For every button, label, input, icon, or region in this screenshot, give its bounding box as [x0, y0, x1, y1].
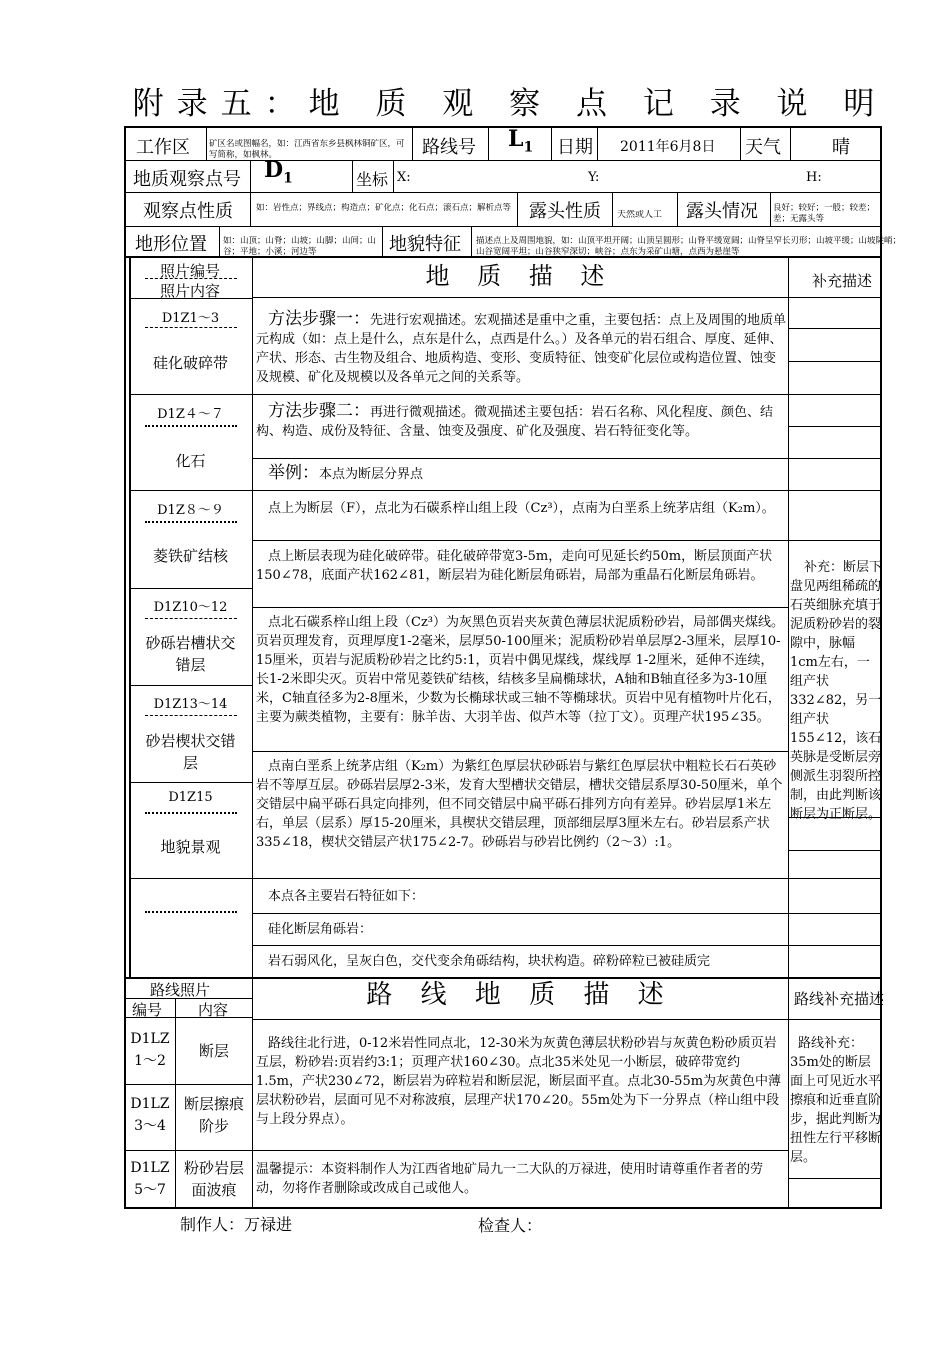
cell-divider [790, 127, 791, 161]
photo-no-label: 照片编号 [160, 262, 221, 280]
cell-divider [677, 193, 678, 226]
dashed-separator [145, 327, 237, 328]
maker-label: 制作人： [180, 1215, 245, 1234]
step-one-text: 先进行宏观描述。宏观描述是重中之重，主要包括：点上及周围的地质单元构成（如：点上是什么，点东是什么，点西是什么。）及各单元的岩石组合、厚度、延伸、产状、形态、古生物及组合、地质构造、变形、变质特征、蚀变矿化层位或构造位置、蚀变及规模、矿化及规模以及各单元之间的关系等。 [256, 313, 787, 385]
cell-divider [551, 127, 552, 161]
cell-divider [488, 127, 489, 161]
page-title: 附录五：地 质 观 察 点 记 录 说 明 [132, 86, 888, 122]
text-divider [252, 490, 788, 491]
geology-section-title: 地 质 描 述 [425, 262, 615, 290]
route-header-divider [788, 1019, 882, 1020]
supp-divider [788, 878, 882, 879]
route-photo-id: D1LZ 1～2 [130, 1031, 170, 1069]
cell-divider [382, 227, 383, 256]
photo-group-divider [129, 588, 252, 589]
dotted-separator [145, 425, 237, 427]
photo-group-divider [129, 394, 252, 395]
route-no-value: $L_1$ [508, 126, 534, 156]
outcrop-nature-label: 露头性质 [529, 201, 601, 222]
terrain-hint: 如：山顶；山脊；山坡；山脚；山间；山谷；平地；小溪；河边等 [223, 236, 377, 256]
photo-desc: 菱铁矿结核 [152, 547, 228, 565]
supplement-column-divider [788, 256, 789, 978]
supplement-text: 补充：断层下盘见两组稀疏的石英细脉充填于泥质粉砂岩的裂隙中，脉幅1cm左右，一组产状332∠82，另一组产状155∠12，该石英脉是受断层旁侧派生羽裂所控制，由此判断该断层为正断层。 [790, 560, 883, 822]
step-two-title: 方法步骤二： [268, 401, 370, 421]
route-no-label: 路线号 [422, 137, 476, 158]
maker-value: 万禄进 [244, 1215, 293, 1234]
supp-divider [788, 361, 882, 362]
supp-divider [788, 540, 882, 541]
outcrop-condition-label: 露头情况 [686, 201, 758, 222]
cell-divider [352, 161, 353, 192]
supp-divider [788, 945, 882, 946]
route-no-col-label: 编号 [132, 1001, 163, 1019]
route-header-divider [252, 1019, 788, 1020]
terrain-label: 地形位置 [135, 234, 207, 255]
cell-divider [250, 161, 251, 192]
dashed-separator [145, 715, 237, 716]
dotted-separator [145, 521, 237, 523]
example-title: 举例： [268, 463, 319, 483]
outcrop-nature-hint: 天然或人工 [617, 210, 663, 220]
outcrop-condition-hint: 良好；较好；一般；较差；差；无露头等 [773, 203, 876, 224]
photo-id: D1Z10～12 [153, 600, 228, 615]
route-tip: 温馨提示：本资料制作人为江西省地矿局九一二大队的万禄进，使用时请尊重作者者的劳动，勿将作者删除或改成自己或他人。 [256, 1162, 764, 1196]
cell-divider [597, 127, 598, 161]
date-value: 2011年6月8日 [620, 139, 716, 155]
checker-label: 检查人： [478, 1216, 543, 1235]
photo-desc: 化石 [175, 452, 206, 470]
cell-divider [393, 161, 394, 192]
cell-divider [770, 193, 771, 226]
photo-id: D1Z４～７ [157, 407, 224, 422]
step-two-text: 再进行微观描述。微观描述主要包括：岩石名称、风化程度、颜色、结构、构造、成份及特征、含量、蚀变及强度、矿化及强度、岩石特征变化等。 [256, 405, 774, 439]
route-supplement-label: 路线补充描述 [794, 990, 885, 1008]
text-divider [252, 540, 788, 541]
photo-column-divider [252, 256, 253, 978]
route-section-title: 路 线 地 质 描 述 [366, 980, 674, 1010]
route-photo-id: D1LZ 3～4 [130, 1096, 170, 1134]
para-south-unit: 点南白垩系上统茅店组（K₂m）为紫红色厚层状砂砾岩与紫红色厚层状中粗粒长石石英砂岩不等厚互层。砂砾岩层厚2-3米，发育大型槽状交错层，槽状交错层系厚30-50厘米，单个交错层中扁平砾石具定向排列，但不同交错层中扁平砾石排列方向有差异。砂岩层厚1米左右，单层（层系）厚15-20厘米，具楔状交错层理，顶部细层厚3厘米左右。砂岩层系产状335∠18，楔状交错层产状175∠2-7。砂砾岩与砂岩比例约（2～3）:1。 [256, 759, 783, 850]
photo-id: D1Z15 [168, 790, 213, 805]
route-content-col-label: 内容 [198, 1001, 229, 1019]
text-divider [252, 607, 788, 608]
text-divider [252, 878, 788, 879]
photo-desc: 砂岩楔状交错层 [145, 732, 236, 772]
route-photo-desc: 断层擦痕阶步 [183, 1095, 244, 1135]
supp-divider [788, 297, 882, 298]
row-divider [124, 226, 882, 227]
route-photo-row-divider [124, 1150, 252, 1151]
route-photo-label: 路线照片 [150, 981, 211, 999]
coord-y-label: Y: [588, 170, 600, 185]
work-area-hint: 矿区名或图幅名，如：江西省东乡县枫林铜矿区，可写简称，如枫林。 [209, 139, 405, 160]
nature-hint: 如：岩性点；界线点；构造点；矿化点；化石点；滚石点；解析点等 [256, 203, 512, 213]
example-text: 本点为断层分界点 [319, 467, 424, 482]
supplement-label: 补充描述 [812, 272, 873, 290]
dotted-separator [145, 911, 237, 913]
weather-value: 晴 [832, 137, 850, 158]
photo-desc: 地貌景观 [160, 838, 221, 856]
para-rock-summary: 本点各主要岩石特征如下： [268, 889, 425, 904]
supp-divider [788, 394, 882, 395]
photo-id: D1Z８～９ [157, 503, 224, 518]
point-no-value: $D_1$ [264, 157, 293, 187]
route-photo-id: D1LZ 5～7 [130, 1160, 170, 1198]
coord-label: 坐标 [356, 170, 389, 189]
photo-group-divider [129, 685, 252, 686]
header-divider [252, 297, 788, 298]
route-supp-divider [788, 1178, 882, 1179]
photo-group-divider [129, 782, 252, 783]
route-description: 路线往北行进，0-12米岩性同点北，12-30米为灰黄色薄层状粉砂岩与灰黄色粉砂质页岩互层，粉砂岩:页岩约3:1；页理产状160∠30。点北35米处见一小断层，破碎带宽约1.5m，产状230∠72，断层岩为碎粒岩和断层泥，断层面平直。点北30-55m为灰黄色中薄层状粉砂岩，层面可见不对称波痕，层理产状170∠20。55m处为下一分界点（梓山组中段与上段分界点）。 [256, 1036, 782, 1127]
method-step-two [256, 402, 786, 441]
route-photo-desc: 粉砂岩层面波痕 [183, 1159, 244, 1199]
dashed-separator [145, 278, 237, 279]
dotted-separator [145, 812, 237, 814]
photo-desc: 砂砾岩槽状交错层 [145, 634, 236, 674]
date-label: 日期 [557, 137, 593, 158]
para-north-unit: 点北石碳系梓山组上段（Cz³）为灰黑色页岩夹灰黄色薄层状泥质粉砂岩，局部偶夹煤线。页岩页理发育，页理厚度1-2毫米，层厚50-100厘米；泥质粉砂岩单层厚2-3厘米，层厚10-15厘米，页岩与泥质粉砂岩之比约5:1，页岩中偶见煤线，煤线厚 1-2厘米，延伸不连续，长1-2米即尖灭。页岩中常见菱铁矿结核，结核多呈扁椭球状，A轴和B轴直径多为3-10厘米，C轴直径多为2-8厘米，少数为长椭球状或三轴不等椭球状。页岩中见有植物叶片化石，主要为蕨类植物，主要有：脉羊齿、大羽羊齿、似芦木等（拉丁文）。页理产状195∠35。 [256, 615, 785, 725]
route-photo-divider [252, 977, 253, 1208]
route-photo-row-divider [124, 1084, 252, 1085]
example [256, 464, 786, 484]
cell-divider [517, 193, 518, 226]
coord-h-label: H: [806, 170, 822, 185]
step-one-title: 方法步骤一： [268, 309, 370, 329]
photo-content-label: 照片内容 [160, 282, 221, 300]
para-fault-zone: 点上断层表现为硅化破碎带。硅化破碎带宽3-5m，走向可见延长约50m，断层顶面产状150∠78，底面产状162∠81，断层岩为硅化断层角砾岩，局部为重晶石化断层角砾岩。 [256, 549, 773, 583]
cell-divider [412, 127, 413, 161]
supp-divider [788, 458, 882, 459]
cell-divider [250, 193, 251, 226]
weather-label: 天气 [745, 137, 781, 158]
cell-divider [206, 127, 207, 161]
landform-label: 地貌特征 [389, 234, 461, 255]
supp-divider [788, 426, 882, 427]
row-divider [124, 192, 882, 193]
route-photo-desc: 断层 [198, 1042, 229, 1060]
route-text-divider [252, 1150, 788, 1151]
photo-desc: 硅化破碎带 [152, 354, 228, 372]
para-rock-name: 硅化断层角砾岩： [268, 922, 373, 937]
text-divider [252, 945, 788, 946]
supp-divider [788, 913, 882, 914]
photo-group-divider [129, 490, 252, 491]
para-rock-detail: 岩石弱风化，呈灰白色，交代变余角砾结构，块状构造。碎粉碎粒已被硅质完 [268, 954, 711, 969]
supp-divider [788, 490, 882, 491]
cell-divider [219, 227, 220, 256]
photo-id: D1Z1～3 [161, 311, 220, 326]
dashed-separator [145, 618, 237, 619]
cell-divider [740, 127, 741, 161]
point-no-label: 地质观察点号 [133, 169, 241, 190]
route-supp-divider [788, 977, 789, 1208]
text-divider [252, 394, 788, 395]
text-divider [252, 458, 788, 459]
route-supplement-text: 路线补充：35m处的断层面上可见近水平擦痕和近垂直阶步，据此判断为扭性左行平移断层。 [790, 1036, 882, 1165]
photo-group-divider [129, 878, 252, 879]
text-divider [252, 913, 788, 914]
maker [180, 1212, 292, 1235]
work-area-label: 工作区 [136, 137, 190, 158]
text-divider [252, 751, 788, 752]
supp-divider [788, 850, 882, 851]
para-fault-units: 点上为断层（F），点北为石碳系梓山组上段（Cz³），点南为白垩系上统茅店组（K₂m）。 [268, 501, 775, 516]
landform-hint: 描述点上及周围地貌，如：山顶平坦开阔；山顶呈圆形；山脊平缓宽阔；山脊呈窄长刃形；山坡平缓；山坡陡峭；山谷宽阔平坦；山谷狭窄深切；峡谷；点东为采矿山塘，点西为悬崖等 [476, 236, 902, 256]
supp-divider [788, 328, 882, 329]
photo-id: D1Z13～14 [153, 697, 228, 712]
cell-divider [612, 193, 613, 226]
coord-x-label: X: [397, 170, 411, 185]
nature-label: 观察点性质 [143, 201, 233, 222]
method-step-one [256, 310, 786, 387]
cell-divider [471, 227, 472, 256]
route-no-divider [175, 998, 176, 1208]
